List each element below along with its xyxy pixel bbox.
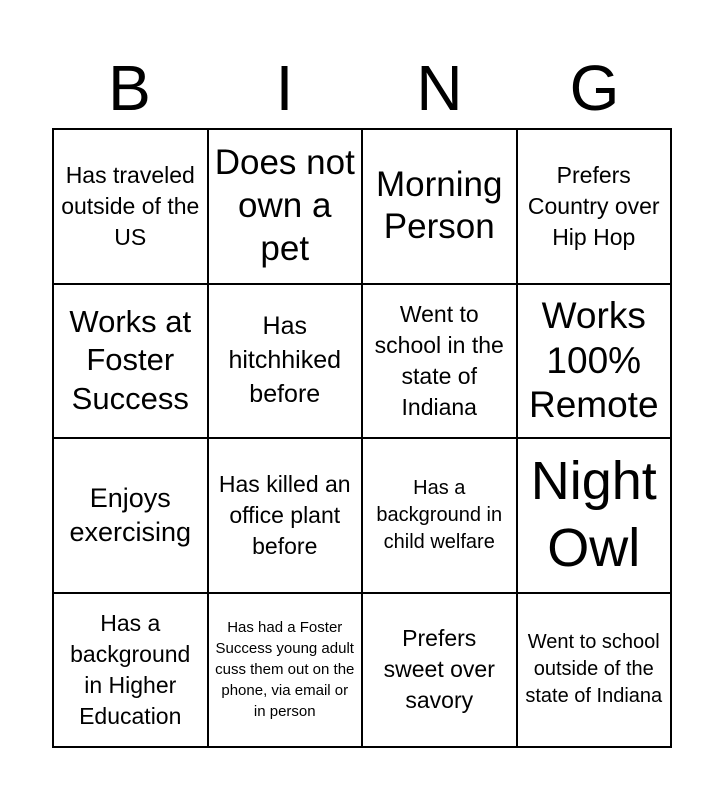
bingo-cell[interactable]: Works 100% Remote (517, 284, 672, 439)
header-letter-g: G (569, 52, 620, 124)
header-letter-i: I (275, 52, 294, 124)
bingo-cell[interactable]: Has traveled outside of the US (53, 129, 208, 284)
header-letter-b: B (108, 52, 151, 124)
bingo-cell[interactable]: Went to school in the state of Indiana (362, 284, 517, 439)
bingo-header (52, 50, 672, 126)
bingo-cell[interactable]: Night Owl (517, 438, 672, 593)
bingo-cell[interactable]: Has killed an office plant before (208, 438, 363, 593)
header-letter-n: N (416, 52, 463, 124)
bingo-cell[interactable]: Enjoys exercising (53, 438, 208, 593)
bingo-cell[interactable]: Has had a Foster Success young adult cuss them out on the phone, via email or in person (208, 593, 363, 748)
bingo-cell[interactable]: Prefers Country over Hip Hop (517, 129, 672, 284)
bingo-cell[interactable]: Prefers sweet over savory (362, 593, 517, 748)
bingo-cell[interactable]: Has hitchhiked before (208, 284, 363, 439)
bingo-cell[interactable]: Morning Person (362, 129, 517, 284)
bingo-cell[interactable]: Has a background in child welfare (362, 438, 517, 593)
bingo-cell[interactable]: Works at Foster Success (53, 284, 208, 439)
bingo-grid (52, 128, 672, 748)
bingo-cell[interactable]: Went to school outside of the state of Indiana (517, 593, 672, 748)
bingo-cell[interactable]: Has a background in Higher Education (53, 593, 208, 748)
bingo-cell[interactable]: Does not own a pet (208, 129, 363, 284)
